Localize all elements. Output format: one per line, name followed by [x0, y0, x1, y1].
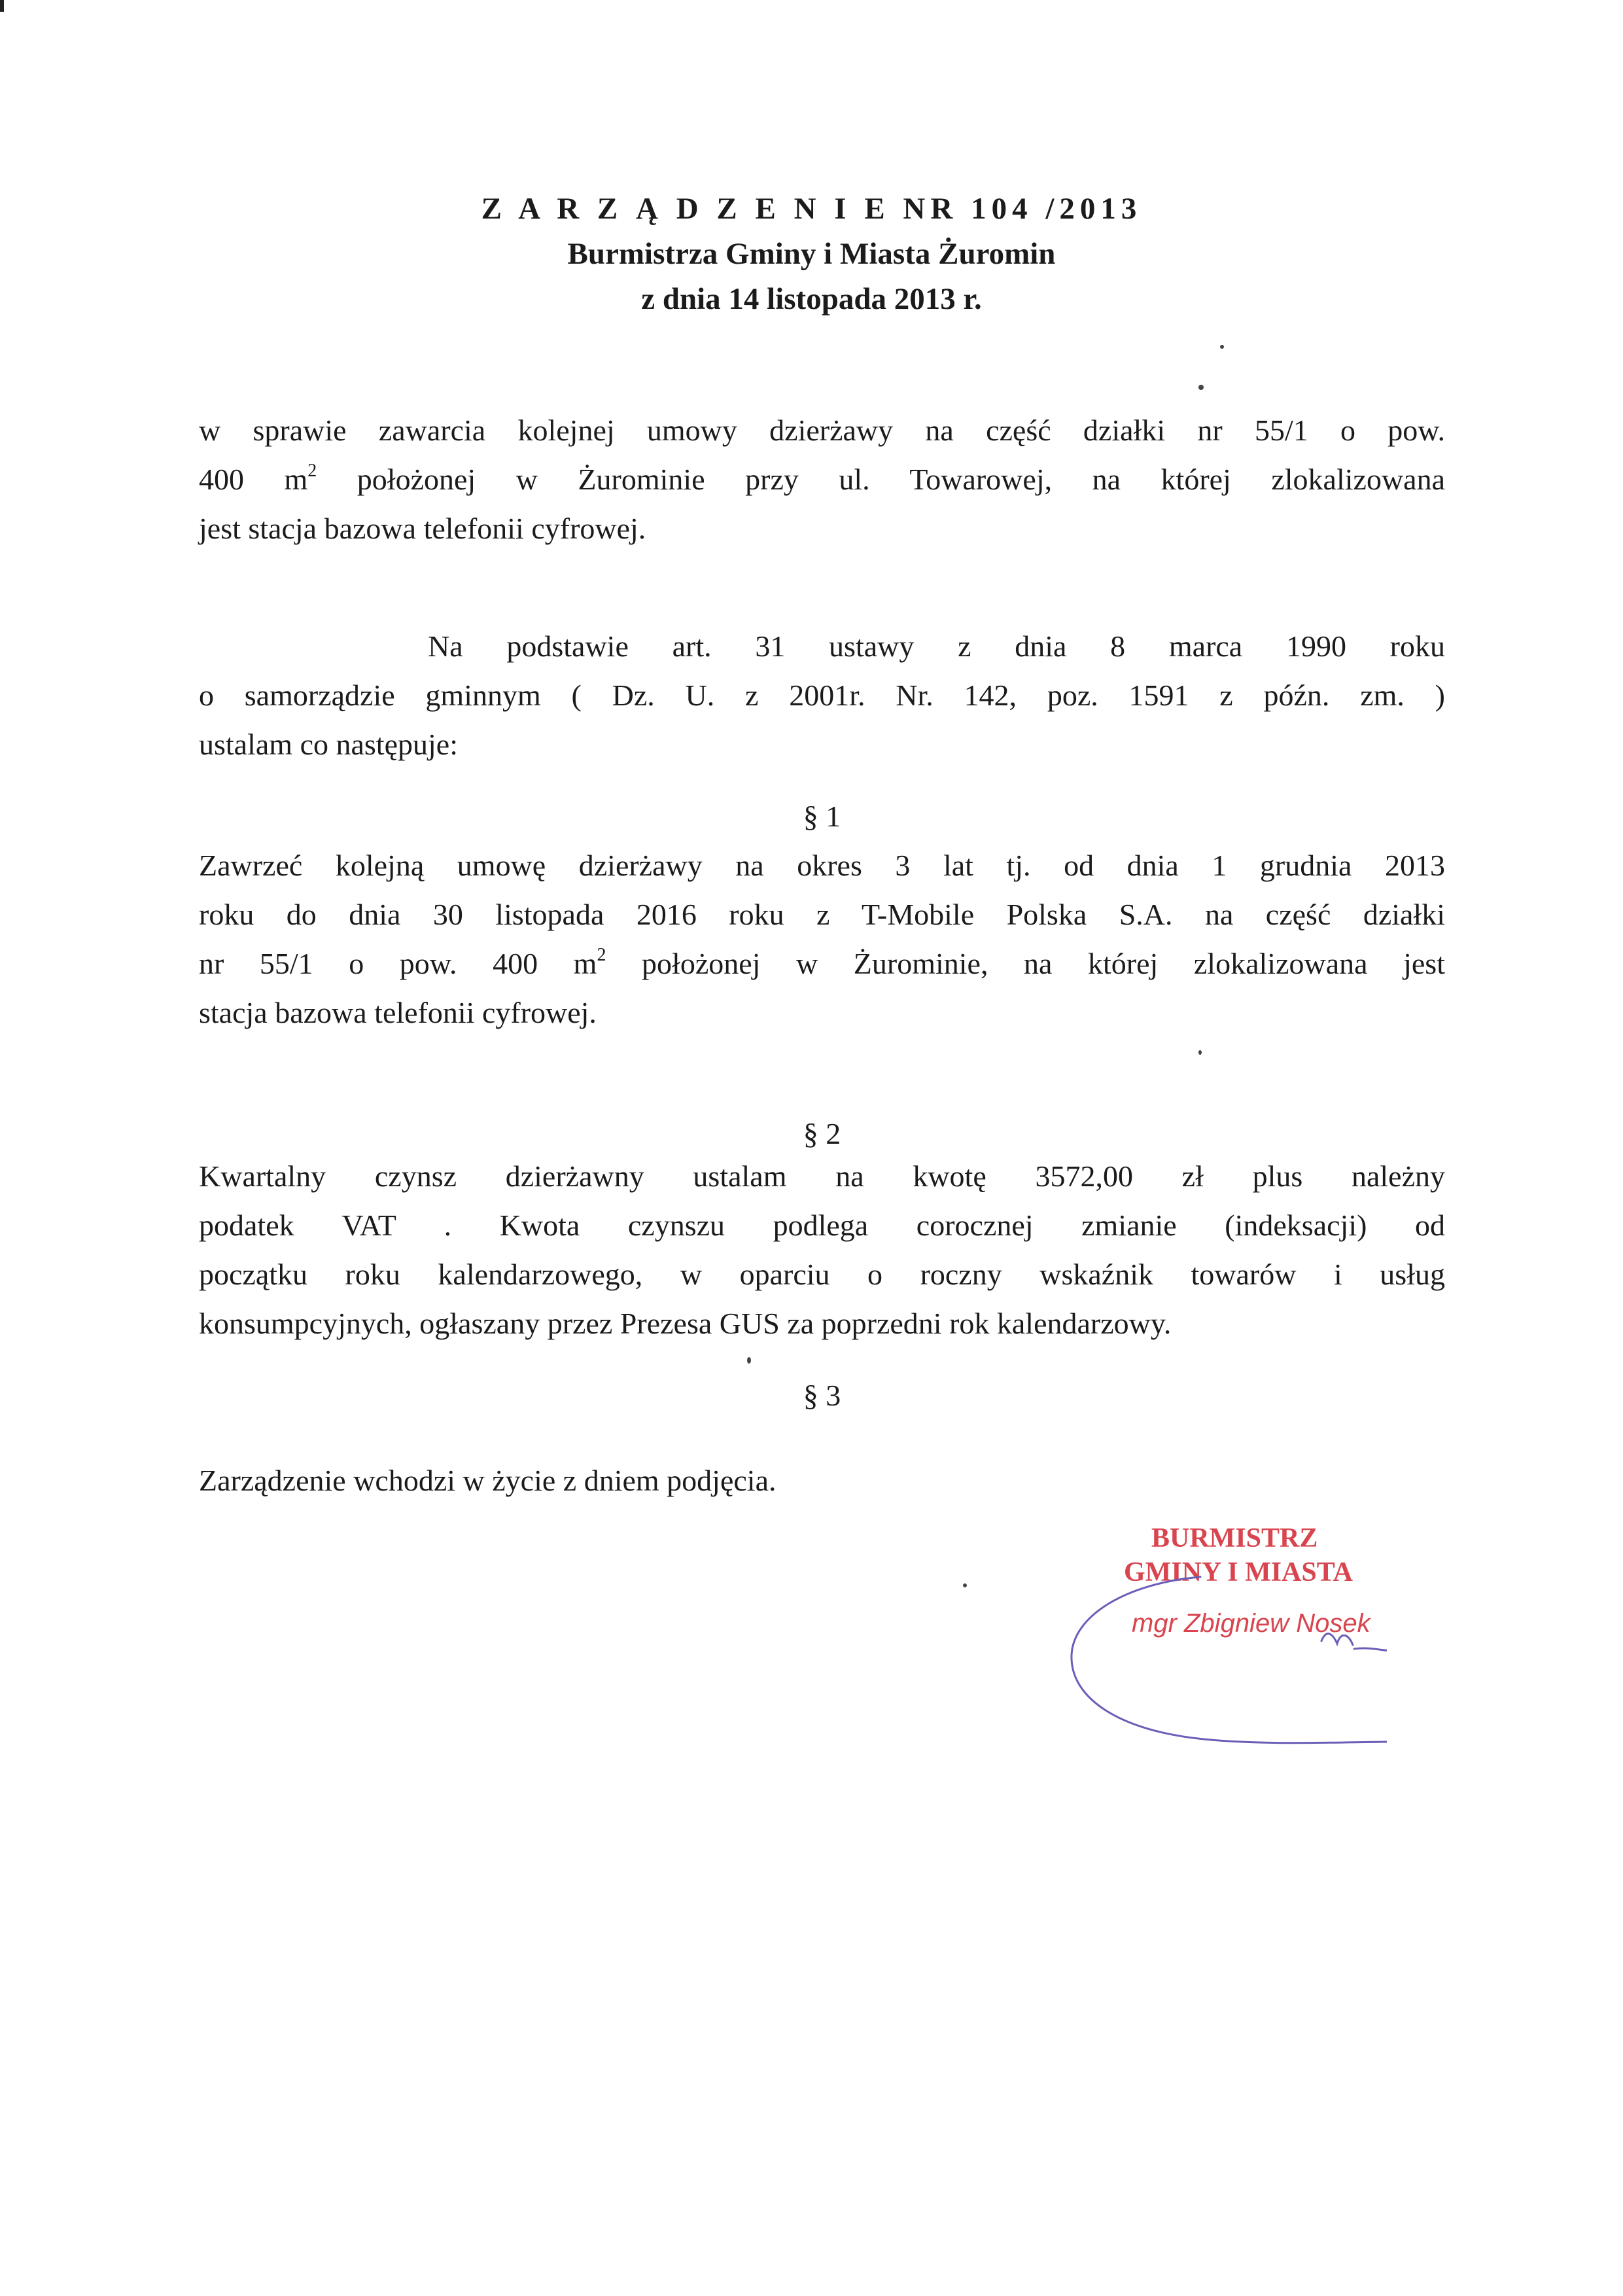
section-1-line: roku do dnia 30 listopada 2016 roku z T-Mobile Polska S.A. na część działki — [199, 898, 1445, 931]
section-1-line: stacja bazowa telefonii cyfrowej. — [199, 996, 597, 1029]
section-3-mark: § 3 — [803, 1379, 841, 1412]
section-2-paragraph — [199, 1152, 1445, 1348]
stamp-title: BURMISTRZ — [1151, 1523, 1318, 1553]
scan-speck — [747, 1357, 751, 1364]
document-header — [0, 186, 1623, 322]
section-1-mark: § 1 — [803, 800, 841, 833]
subject-paragraph — [199, 406, 1445, 553]
section-2-line: konsumpcyjnych, ogłaszany przez Prezesa GUS za poprzedni rok kalendarzowy. — [199, 1307, 1172, 1340]
handwritten-signature — [1047, 1557, 1387, 1773]
section-1-paragraph — [199, 841, 1445, 1037]
basis-line: ustalam co następuje: — [199, 728, 458, 761]
stamp-office: GMINY I MIASTA — [1124, 1557, 1353, 1587]
section-3-paragraph — [199, 1456, 1445, 1505]
section-3-line: Zarządzenie wchodzi w życie z dniem podjęcia. — [199, 1464, 777, 1497]
section-2-mark: § 2 — [803, 1117, 841, 1150]
stamp-name: mgr Zbigniew Nosek — [1132, 1609, 1370, 1638]
section-1-line: nr 55/1 o pow. 400 $m^2$ położonej w Żurominie, na której zlokalizowana jest — [199, 945, 1445, 980]
scan-speck — [1220, 345, 1224, 349]
date-line: z dnia 14 listopada 2013 r. — [641, 282, 982, 316]
legal-basis-paragraph — [199, 622, 1445, 769]
basis-line: Na podstawie art. 31 ustawy z dnia 8 marca 1990 roku — [428, 629, 1445, 663]
section-1-line: Zawrzeć kolejną umowę dzierżawy na okres 3 lat tj. od dnia 1 grudnia 2013 — [199, 849, 1445, 882]
section-2-line: początku roku kalendarzowego, w oparciu o roczny wskaźnik towarów i usług — [199, 1258, 1445, 1291]
scan-speck — [963, 1583, 967, 1587]
section-2-line: Kwartalny czynsz dzierżawny ustalam na kwotę 3572,00 zł plus należny — [199, 1159, 1445, 1193]
subject-line: jest stacja bazowa telefonii cyfrowej. — [199, 512, 646, 545]
issuer-line: Burmistrza Gminy i Miasta Żuromin — [567, 237, 1056, 271]
section-2-line: podatek VAT . Kwota czynszu podlega corocznej zmianie (indeksacji) od — [199, 1209, 1445, 1242]
subject-line: w sprawie zawarcia kolejnej umowy dzierżawy na część działki nr 55/1 o pow. — [199, 414, 1445, 447]
area-superscript: 2 — [597, 945, 606, 965]
document-title: Z A R Z Ą D Z E N I E NR 104 /2013 — [481, 192, 1142, 226]
scan-speck — [1198, 1050, 1202, 1055]
scan-speck — [1198, 385, 1204, 390]
subject-line: 400 $m^2$ położonej w Żurominie przy ul. Towarowej, na której zlokalizowana — [199, 461, 1446, 496]
basis-line: o samorządzie gminnym ( Dz. U. z 2001r. Nr. 142, poz. 1591 z późn. zm. ) — [199, 679, 1445, 712]
area-superscript: 2 — [307, 461, 317, 481]
scan-edge-mark — [0, 0, 4, 12]
